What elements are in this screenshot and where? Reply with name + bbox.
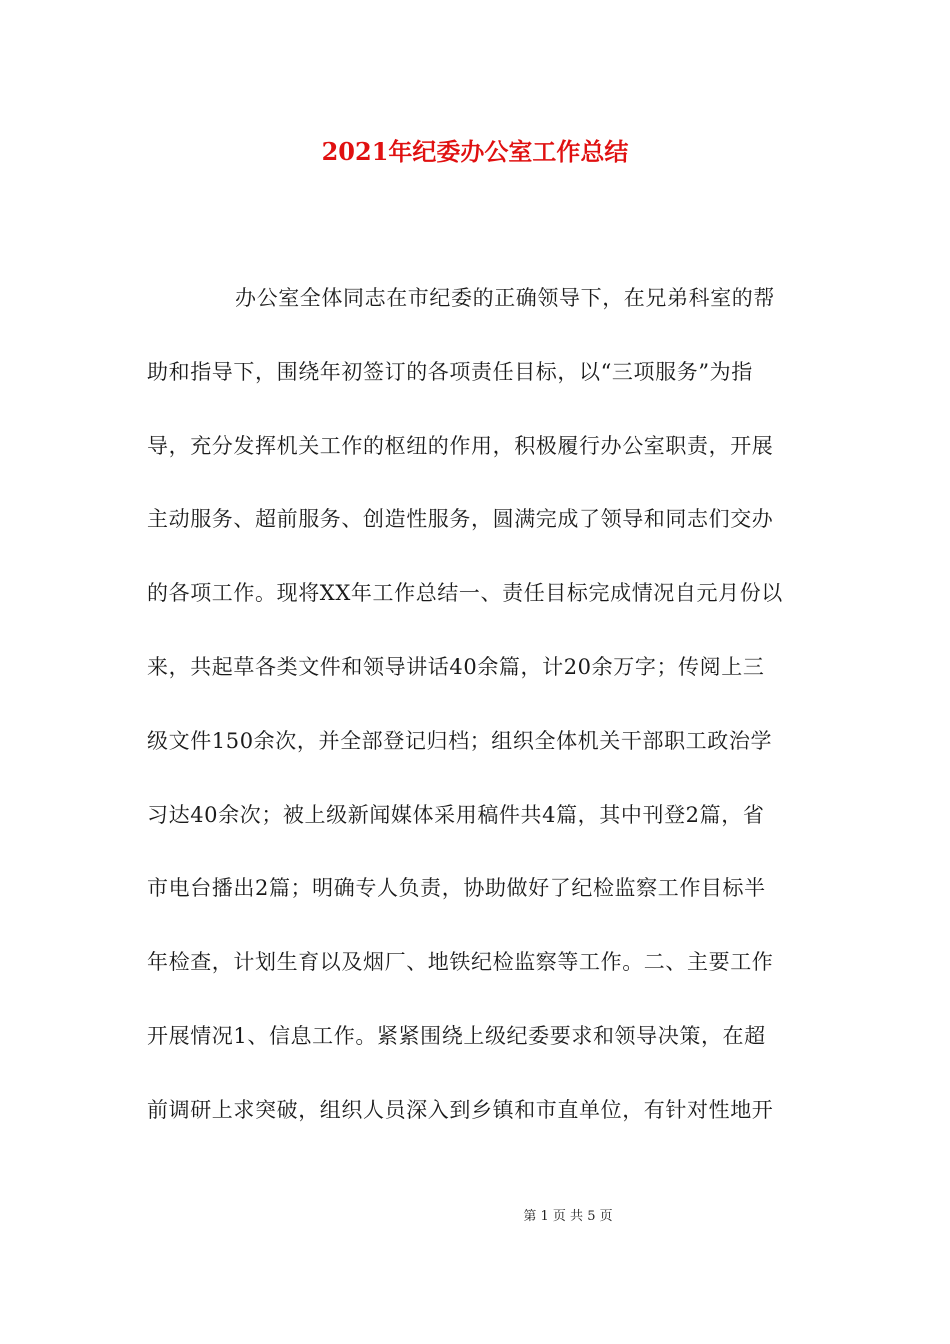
body-line: 级文件150余次，并全部登记归档；组织全体机关干部职工政治学: [147, 728, 773, 753]
body-line: 主动服务、超前服务、创造性服务，圆满完成了领导和同志们交办: [147, 507, 774, 532]
body-line: 助和指导下，围绕年初签订的各项责任目标，以“三项服务”为指: [147, 359, 753, 384]
body-line: 办公室全体同志在市纪委的正确领导下，在兄弟科室的帮: [235, 286, 775, 310]
body-line: 习达40余次；被上级新闻媒体采用稿件共4篇，其中刊登2篇，省: [147, 802, 765, 827]
body-line: 市电台播出2篇；明确专人负责，协助做好了纪检监察工作目标半: [147, 876, 766, 901]
body-line: 来，共起草各类文件和领导讲话40余篇，计20余万字；传阅上三: [147, 654, 765, 679]
body-line: 导，充分发挥机关工作的枢纽的作用，积极履行办公室职责，开展: [147, 433, 774, 458]
page-number-footer: 第 1 页 共 5 页: [523, 1209, 613, 1224]
body-line: 年检查，计划生育以及烟厂、地铁纪检监察等工作。二、主要工作: [147, 950, 774, 975]
body-line: 的各项工作。现将XX年工作总结一、责任目标完成情况自元月份以: [147, 581, 783, 606]
document-body: [147, 278, 817, 1164]
body-line: 开展情况1、信息工作。紧紧围绕上级纪委要求和领导决策，在超: [147, 1023, 766, 1048]
document-title: 2021年纪委办公室工作总结: [321, 137, 629, 166]
body-line: 前调研上求突破，组织人员深入到乡镇和市直单位，有针对性地开: [147, 1097, 774, 1122]
